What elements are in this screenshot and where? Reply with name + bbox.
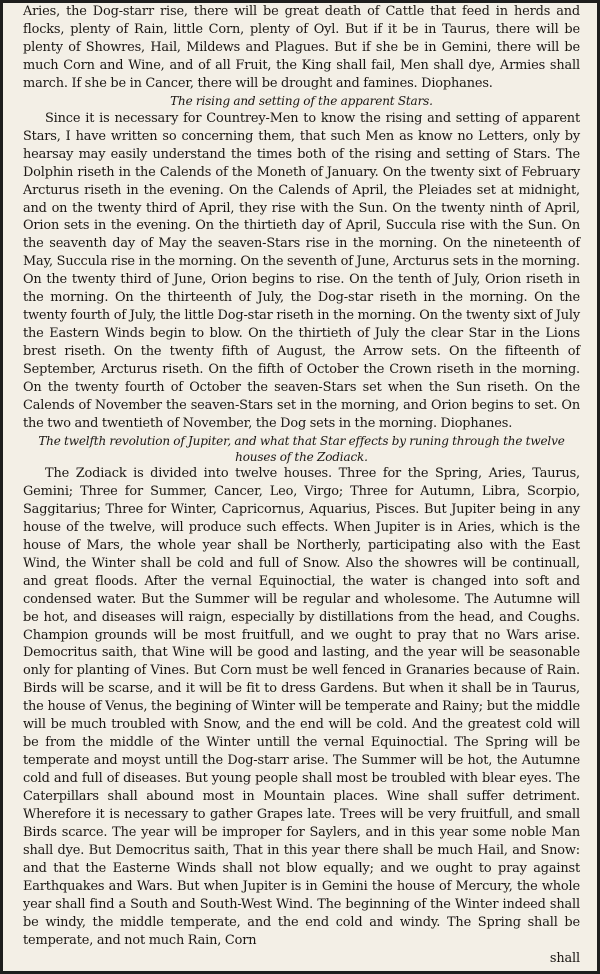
document-page: [3, 3, 597, 971]
heading-revolution-of-jupiter: The twelfth revolution of Jupiter, and what that Star effects by runing through the twelve houses of the Zodiack.: [38, 433, 565, 464]
paragraph-zodiack: The Zodiack is divided into twelve houses. Three for the Spring, Aries, Taurus, Gemini; Three for Summer, Cancer, Leo, Virgo; Three for Autumn, Libra, Scorpio, Saggitarius; Three for Winter, Capricornus, Aquarius, Pisces. But Jupiter being in any house of the twelve, will produce such effects. When Jupiter is in Aries, which is the house of Mars, the whole year shall be Northerly, participating also with the East Wind, the Winter shall be cold and full of Snow. Also the showres will be continuall, and great floods. After the vernal Equinoctial, the water is changed into soft and condensed water. But the Summer will be regular and wholesome. The Autumne will be hot, and diseases will raign, especially by distillations from the head, and Coughs. Champion grounds will be most fruitfull, and we ought to pray that no Wars arise. Democritus saith, that Wine will be good and lasting, and the year will be seasonable only for planting of Vines. But Corn must be well fenced in Granaries because of Rain. Birds will be scarse, and it will be fit to dress Gardens. But when it shall be in Taurus, the house of Venus, the begining of Winter will be temperate and Rainy; but the middle will be much troubled with Snow, and the end will be cold. And the greatest cold will be from the middle of the Winter untill the vernal Equinoctial. The Spring will be temperate and moyst untill the Dog-starr arise. The Summer will be hot, the Autumne cold and full of diseases. But young people shall most be troubled with blear eyes. The Caterpillars shall abound most in Mountain places. Wine shall suffer detriment. Wherefore it is necessary to gather Grapes late. Trees will be very fruitfull, and small Birds scarce. The year will be improper for Saylers, and in this year some noble Man shall dye. But Democritus saith, That in this year there shall be much Hail, and Snow: and that the Easterne Winds shall not blow equally; and we ought to pray against Earthquakes and Wars. But when Jupiter is in Gemini the house of Mercury, the whole year shall find a South and South-West Wind. The beginning of the Winter indeed shall be windy, the middle temperate, and the end cold and windy. The Spring shall be temperate, and not much Rain, Corn: [23, 465, 580, 948]
catchword: shall: [549, 950, 580, 966]
paragraph-apparent-stars: Since it is necessary for Countrey-Men to know the rising and setting of apparent Stars, I have written so concerning them, that such Men as know no Letters, only by hearsay may easily understand the times both of the rising and setting of Stars. The Dolphin riseth in the Calends of the Moneth of January. On the twenty sixt of February Arcturus riseth in the evening. On the Calends of April, the Pleiades set at midnight, and on the twenty third of April, they rise with the Sun. On the twenty ninth of April, Orion sets in the evening. On the thirtieth day of April, Succula rise with the Sun. On the seaventh day of May the seaven-Stars rise in the morning. On the nineteenth of May, Succula rise in the morning. On the seventh of June, Arcturus sets in the morning. On the twenty third of June, Orion begins to rise. On the tenth of July, Orion riseth in the morning. On the thirteenth of July, the Dog-star riseth in the morning. On the twenty fourth of July, the little Dog-star riseth in the morning. On the twenty sixt of July the Eastern Winds begin to blow. On the thirtieth of July the clear Star in the Lions brest riseth. On the twenty fifth of August, the Arrow sets. On the fifteenth of September, Arcturus riseth. On the fifth of October the Crown riseth in the morning. On the twenty fourth of October the seaven-Stars set when the Sun riseth. On the Calends of November the seaven-Stars set in the morning, and Orion begins to set. On the two and twentieth of November, the Dog sets in the morning. Diophanes.: [23, 110, 580, 431]
paragraph-aries: Aries, the Dog-starr rise, there will be great death of Cattle that feed in herds and flocks, plenty of Rain, little Corn, plenty of Oyl. But if it be in Taurus, there will be plenty of Showres, Hail, Mildews and Plagues. But if she be in Gemini, there will be much Corn and Wine, and of all Fruit, the King shall fail, Men shall dye, Armies shall march. If she be in Cancer, there will be drought and famines. Diophanes.: [23, 4, 580, 91]
text-block: [23, 3, 580, 968]
heading-rising-setting-stars: The rising and setting of the apparent Stars.: [170, 93, 433, 108]
